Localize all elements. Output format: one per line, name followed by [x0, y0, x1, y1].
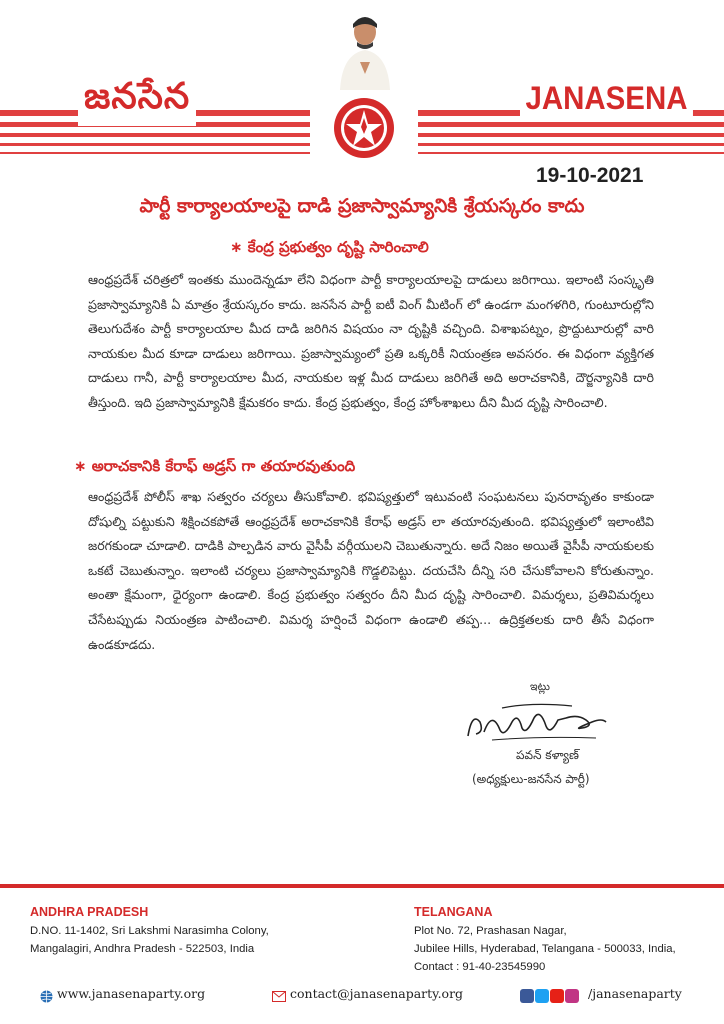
- mail-icon: [272, 991, 286, 1002]
- facebook-icon[interactable]: [520, 989, 534, 1003]
- section-heading-1: ∗ కేంద్ర ప్రభుత్వం దృష్టి సారించాలి: [230, 238, 429, 256]
- instagram-icon[interactable]: [565, 989, 579, 1003]
- brand-english: JANASENA: [520, 80, 693, 117]
- section-body-2: ఆంధ్రప్రదేశ్ పోలీస్ శాఖ సత్వరం చర్యలు తీసుకోవాలి. భవిష్యత్తులో ఇటువంటి సంఘటనలు పునరావృతం కాకుండా దోషుల్ని పట్టుకుని శిక్షించకపోతే ఆంధ్రప్రదేశ్ అరాచకానికి కేరాఫ్ అడ్రస్ లా తయారవుతుంది. భవిష్యత్తులో ఇలాంటివి జరగకుండా చూడాలి. దాడికి పాల్పడిన వారు వైసీపీ వర్గీయులని చెబుతున్నారు. అదే నిజం అయితే వైసీపీ నాయకులకు ఒకటే చెబుతున్నాం. ఇలాంటి చర్యలు ప్రజాస్వామ్యానికి గొడ్డలిపెట్టు. దయచేసి దీన్ని సరి చేసుకోవాలని కోరుతున్నాం. అంతా క్షేమంగా, ధైర్యంగా ఉండాలి. కేంద్ర ప్రభుత్వం సత్వరం దీని మీద దృష్టి సారించాలి. విమర్శలు, ప్రతివిమర్శలు చేసేటప్పుడు నియంత్రణ పాటించాలి. విమర్శ హర్షించే విధంగా ఉండాలి తప్ప... ఉద్రిక్తతలకు దారి తీసే విధంగా ఉండకూడదు.: [88, 489, 654, 652]
- ap-address-heading: ANDHRA PRADESH: [30, 905, 149, 919]
- leader-portrait: [324, 8, 406, 90]
- handwritten-signature: [462, 692, 612, 746]
- website-link[interactable]: www.janasenaparty.org: [57, 986, 206, 1001]
- ap-address-line: D.NO. 11-1402, Sri Lakshmi Narasimha Colony,: [30, 925, 269, 937]
- tg-address-line: Plot No. 72, Prashasan Nagar,: [414, 925, 567, 937]
- press-release-date: 19-10-2021: [536, 164, 644, 187]
- social-handle[interactable]: /janasenaparty: [588, 986, 682, 1001]
- signatory-role: (అధ్యక్షులు-జనసేన పార్టీ): [472, 772, 590, 786]
- signatory-name: పవన్ కళ్యాణ్: [516, 748, 579, 762]
- tg-address-line: Jubilee Hills, Hyderabad, Telangana - 500033, India,: [414, 943, 676, 955]
- press-release-title: పార్టీ కార్యాలయాలపై దాడి ప్రజాస్వామ్యానికి శ్రేయస్కరం కాదు: [139, 195, 585, 217]
- ap-address-line: Mangalagiri, Andhra Pradesh - 522503, India: [30, 943, 255, 955]
- twitter-icon[interactable]: [535, 989, 549, 1003]
- section-body-1: ఆంధ్రప్రదేశ్ చరిత్రలో ఇంతకు ముందెన్నడూ లేని విధంగా పార్టీ కార్యాలయాలపై దాడులు జరిగాయి. ఇలాంటి సంస్కృతి ప్రజాస్వామ్యానికి ఏ మాత్రం శ్రేయస్కరం కాదు. జనసేన పార్టీ ఐటీ వింగ్ మీటింగ్ లో ఉండగా మంగళగిరి, గుంటూరుల్లోని తెలుగుదేశం పార్టీ కార్యాలయాల మీద దాడి జరిగిన విషయం నా దృష్టికి వచ్చింది. విశాఖపట్నం, ప్రొద్దుటూరుల్లో వారి నాయకుల మీద కూడా దాడులు జరిగాయి. ప్రజాస్వామ్యంలో ప్రతి ఒక్కరికీ నియంత్రణ అవసరం. ఈ విధంగా వ్యక్తిగత దాడులు గానీ, పార్టీ కార్యాలయాల మీద, నాయకుల ఇళ్ల మీద దాడులు జరిగితే అది అరాచకానికి, దౌర్జన్యానికి దారి తీస్తుంది. ఇది ప్రజాస్వామ్యానికి క్షేమకరం కాదు. కేంద్ర ప్రభుత్వం, కేంద్ర హోంశాఖలు దీని మీద దృష్టి సారించాలి.: [88, 272, 654, 410]
- youtube-icon[interactable]: [550, 989, 564, 1003]
- tg-address-heading: TELANGANA: [414, 905, 493, 919]
- globe-icon: [40, 990, 53, 1003]
- social-icons: [520, 989, 580, 1003]
- tg-contact-line: Contact : 91-40-23545990: [414, 961, 546, 973]
- brand-telugu: జనసేన: [78, 76, 196, 126]
- janasena-logo: [310, 90, 418, 162]
- email-link[interactable]: contact@janasenaparty.org: [290, 986, 464, 1001]
- letterhead-header: [0, 0, 724, 160]
- section-heading-2: ∗ అరాచకానికి కేరాఫ్ అడ్రస్ గా తయారవుతుంది: [74, 457, 356, 475]
- signoff-greeting: ఇట్లు: [530, 680, 550, 693]
- footer-divider: [0, 884, 724, 888]
